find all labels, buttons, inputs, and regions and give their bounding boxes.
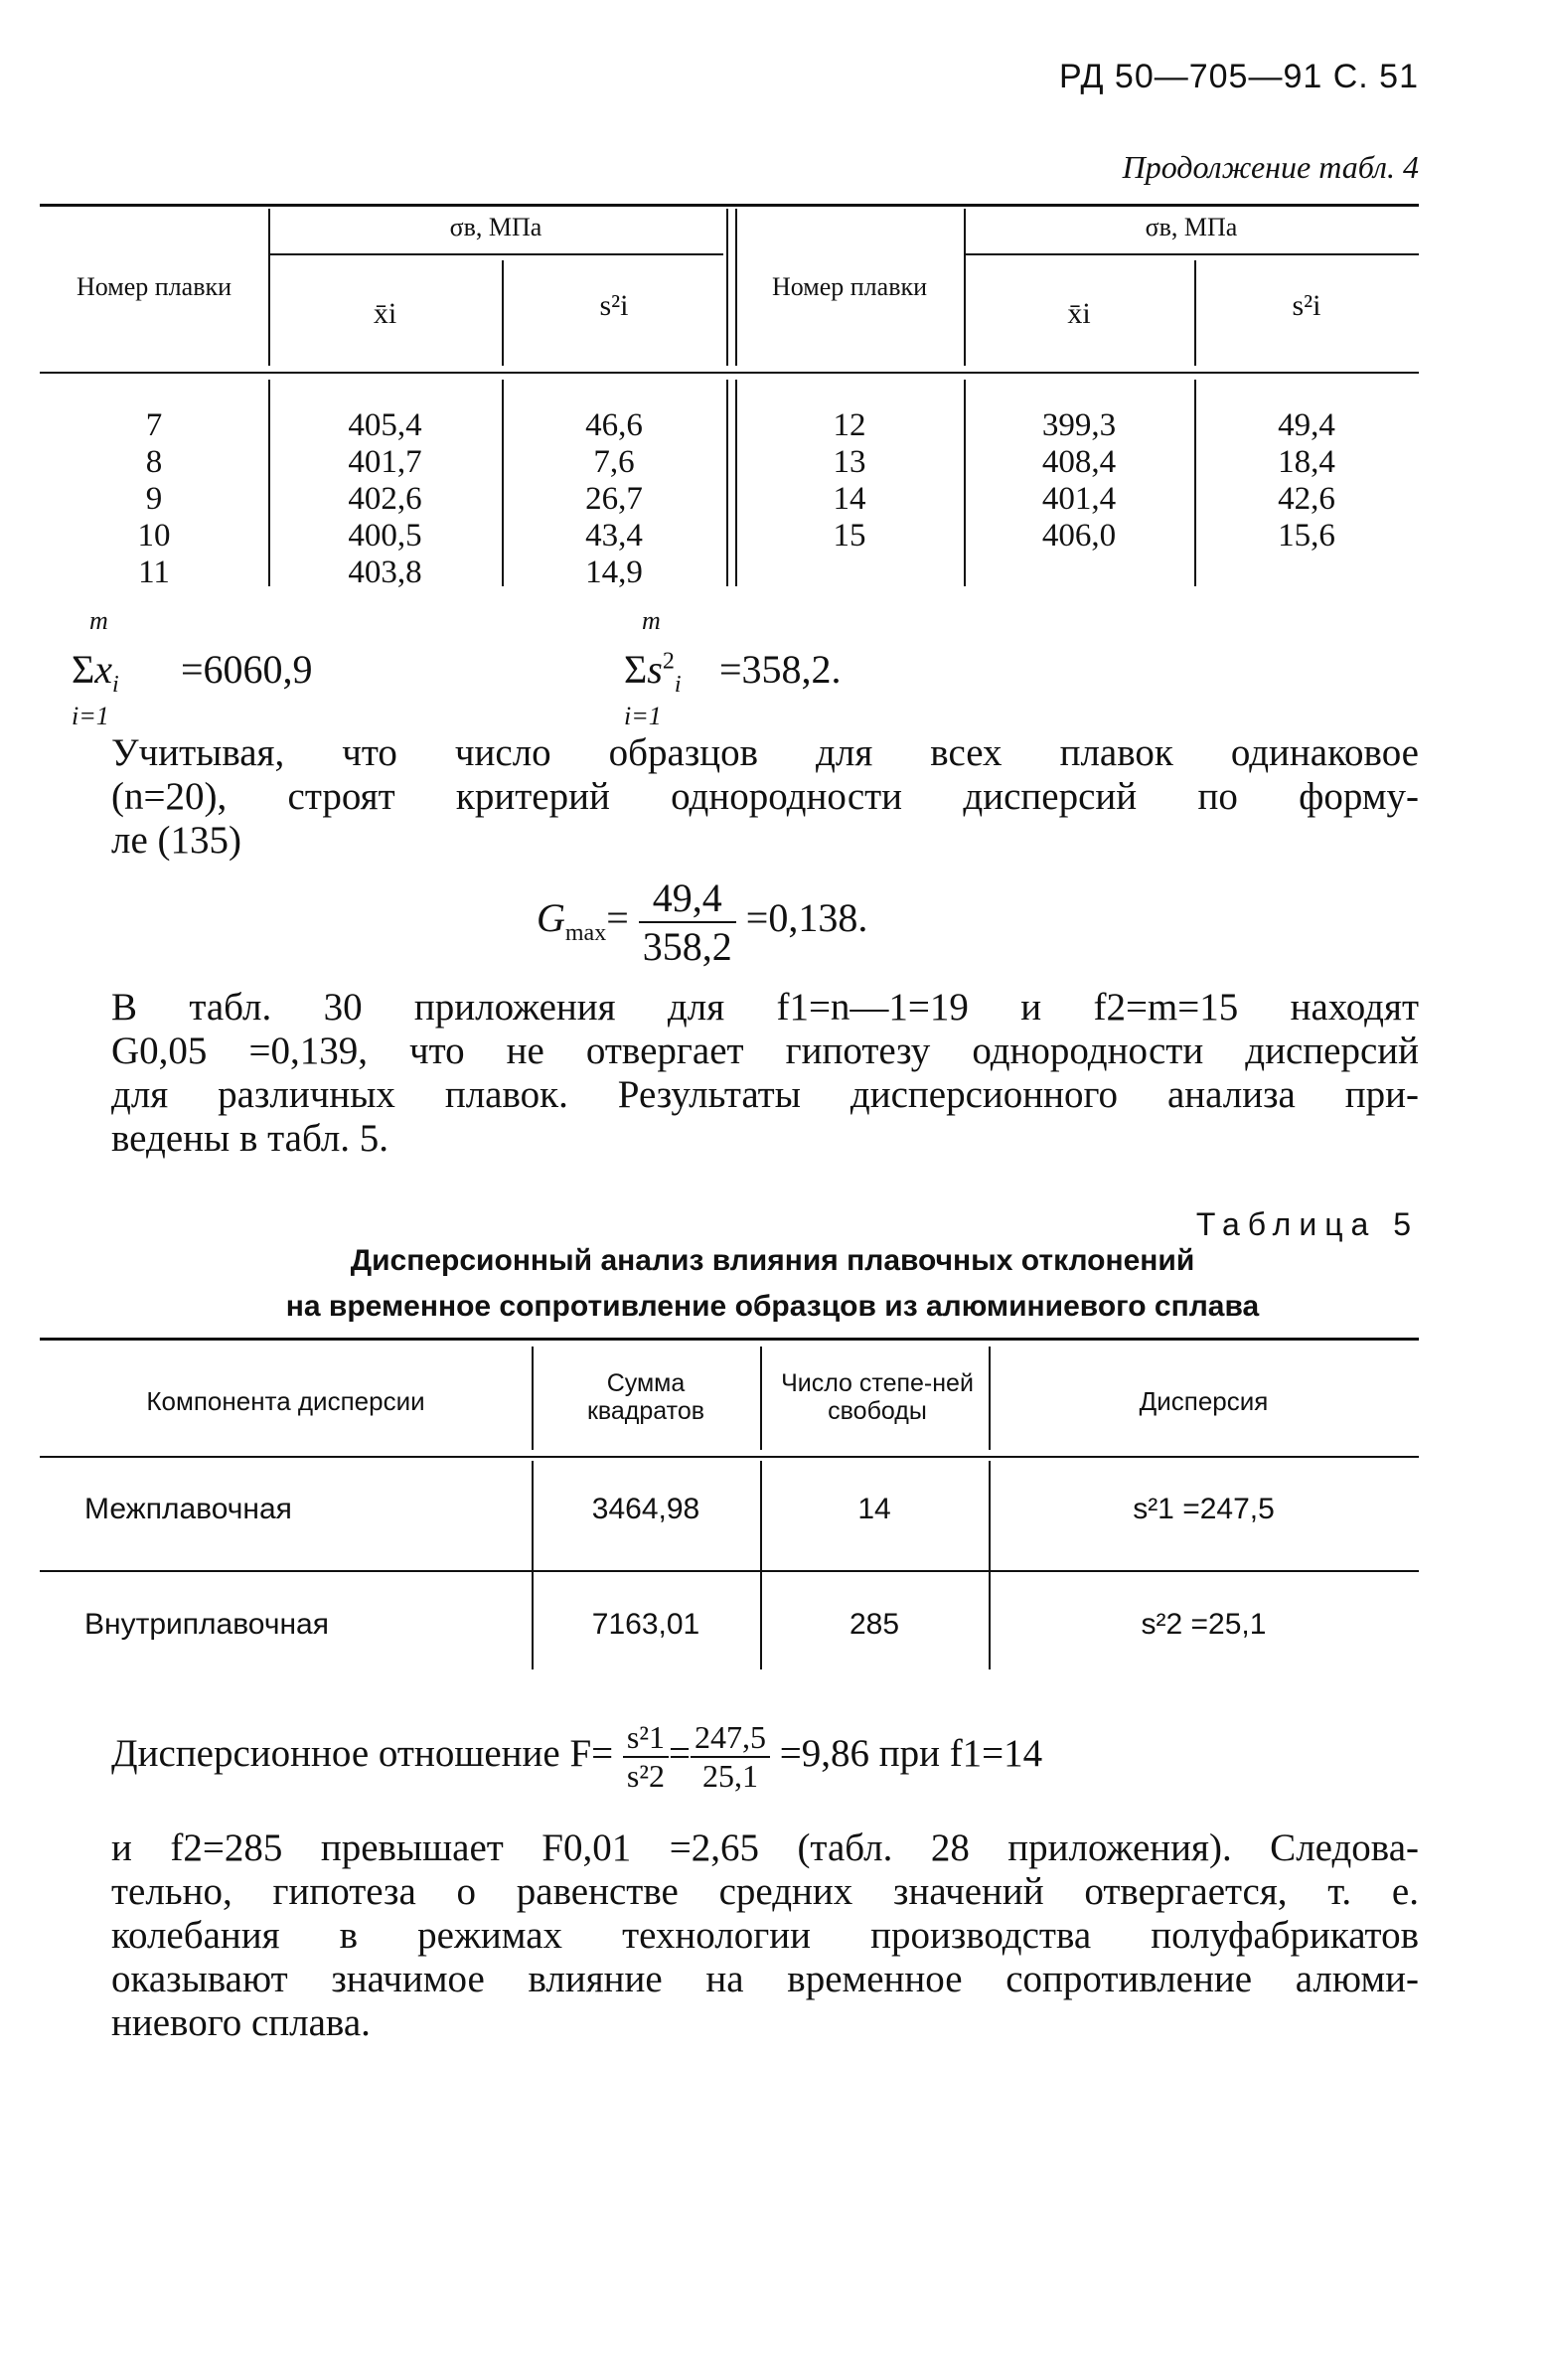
header-component: Компонента дисперсии [146, 1386, 425, 1416]
table-5-title-line-2: на временное сопротивление образцов из алюминиевого сплава [285, 1290, 1260, 1323]
sigma-header-left: σв, МПа [449, 213, 542, 241]
right-mean-column: 399,3 408,4 401,4 406,0 [1041, 407, 1117, 554]
col-melt-number-header: Номер плавки [76, 272, 232, 301]
right-melt-column: 12 13 14 15 [833, 407, 866, 554]
row-1-df: 14 [857, 1493, 891, 1525]
row-1-component: Межплавочная [84, 1493, 292, 1525]
xi-header-right: x̄i [1067, 297, 1091, 330]
table-5-label: Таблица 5 [1195, 1206, 1419, 1242]
sigma-underline-right [964, 253, 1419, 255]
sigma-underline-left [268, 253, 723, 255]
col-melt-number-header-right: Номер плавки [771, 272, 928, 301]
table-5-title-line-1: Дисперсионный анализ влияния плавочных отклонений [350, 1244, 1195, 1277]
f-ratio-line: Дисперсионное отношение F= $\frac{\text{s²1}}{\text{s²2}}$ = $\frac{247,5}{25,1}$ =9,86 при f1=14 [111, 1719, 1043, 1794]
row-1-dispersion: s²1 =247,5 [1133, 1493, 1275, 1525]
xi-header-left: x̄i [373, 297, 397, 330]
table-top-rule [40, 204, 1419, 207]
header-degrees-freedom: Число степе-ней свободы [781, 1369, 974, 1425]
sum-x-value: =6060,9 [181, 647, 313, 692]
sum-s2-value: =358,2. [719, 647, 842, 692]
left-melt-column: 7 8 9 10 11 [137, 407, 171, 590]
row-1-sum-squares: 3464,98 [591, 1493, 700, 1525]
page-header: РД 50—705—91 С. 51 [1059, 58, 1419, 95]
left-variance-column: 46,6 7,6 26,7 43,4 14,9 [585, 407, 643, 590]
paragraph-2: В табл. 30 приложения для f1=n—1=19 и f2=m=15 находят G0,05 =0,139, что не отвергает гипотезу однородности дисперсий для различных плавок. Результаты дисперсионного анализа при- ведены в табл. 5. [111, 986, 1419, 1160]
right-variance-column: 49,4 18,4 42,6 15,6 [1278, 407, 1335, 554]
row-2-sum-squares: 7163,01 [591, 1608, 700, 1641]
row-2-component: Внутриплавочная [84, 1608, 329, 1641]
row-2-df: 285 [849, 1608, 900, 1641]
left-mean-column: 405,4 401,7 402,6 400,5 403,8 [348, 407, 422, 590]
paragraph-1: Учитывая, что число образцов для всех плавок одинаковое (n=20), строят критерий однородности дисперсий по форму- ле (135) [111, 731, 1419, 862]
paragraph-3: и f2=285 превышает F0,01 =2,65 (табл. 28 приложения). Следова- тельно, гипотеза о равенстве средних значений отвергается, т. е. колебания в режимах технологии производства полуфабрикатов оказывают значимое влияние на временное сопротивление алюми- ниевого сплава. [111, 1826, 1419, 2044]
header-dispersion: Дисперсия [1139, 1386, 1269, 1416]
row-2-dispersion: s²2 =25,1 [1141, 1608, 1267, 1641]
table-continuation-label: Продолжение табл. 4 [1122, 149, 1419, 185]
header-sum-squares: Сумма квадратов [586, 1369, 705, 1425]
gmax-formula: $G_{max}=$ $\frac{49,4}{358,2}$ =0,138. [537, 875, 868, 969]
si2-header-left: s²i [599, 289, 629, 322]
si2-header-right: s²i [1292, 289, 1321, 322]
sigma-header-right: σв, МПа [1145, 213, 1238, 241]
table-header-rule [40, 372, 1419, 374]
